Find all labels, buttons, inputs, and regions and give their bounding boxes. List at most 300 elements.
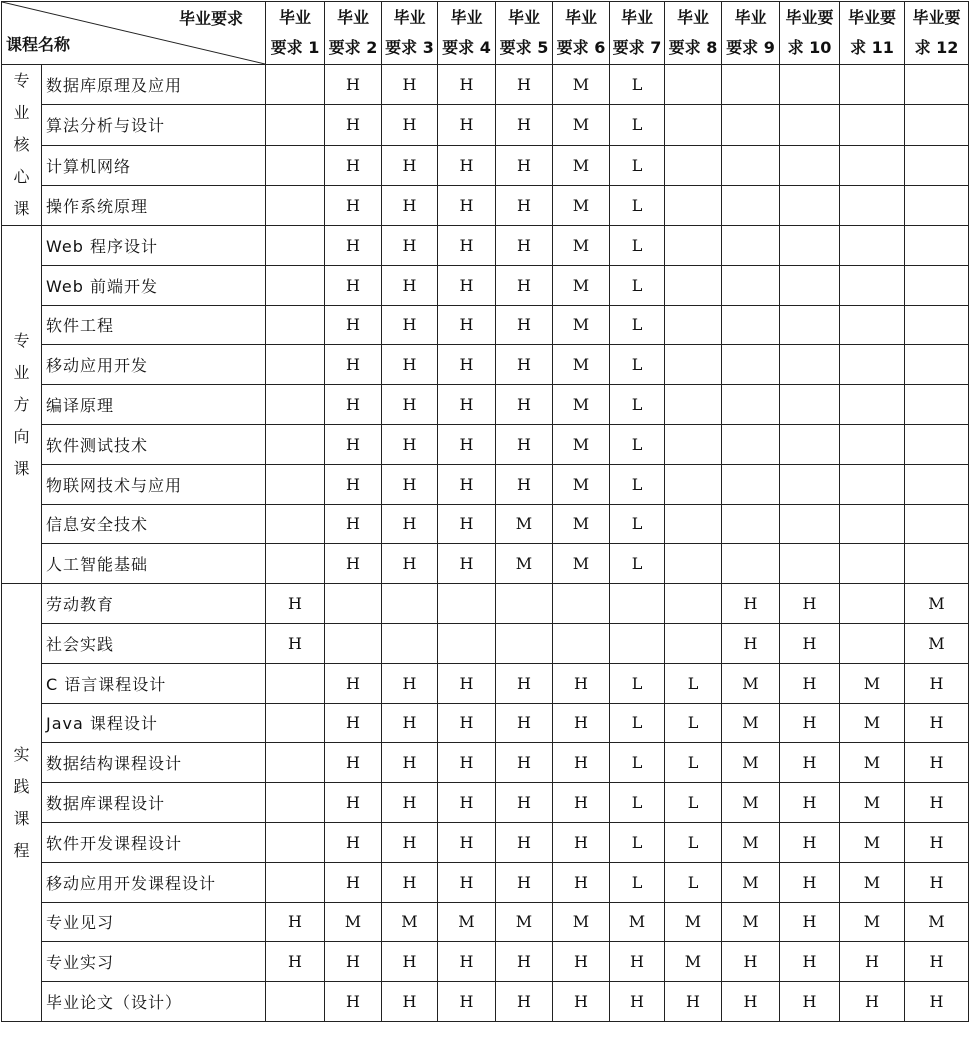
category-char: 专 [13,71,30,90]
requirement-header-line1: 毕业要 [847,8,896,27]
mark-cell: L [665,822,722,862]
table-row [2,982,969,1022]
requirement-header-line1: 毕业 [564,8,597,27]
course-name-cell: 编译原理 [42,385,266,425]
mark-cell: L [610,145,665,185]
mark-cell [266,504,325,544]
requirement-header-line1: 毕业要 [785,8,834,27]
course-name-cell: 数据库原理及应用 [42,65,266,105]
mark-cell [266,265,325,305]
table-row [2,623,969,663]
table-row [2,902,969,942]
table-row [2,504,969,544]
mark-cell: M [382,902,438,942]
mark-cell: H [905,743,969,783]
mark-cell: L [610,385,665,425]
mark-cell: M [325,902,382,942]
course-name-cell: 数据结构课程设计 [42,743,266,783]
table-body [2,65,969,1022]
course-name-cell: 计算机网络 [42,145,266,185]
mark-cell: H [438,305,496,345]
table-row [2,822,969,862]
mark-cell [610,623,665,663]
mark-cell [905,145,969,185]
mark-cell: L [610,345,665,385]
category-char: 核 [13,135,30,154]
mark-cell: H [905,822,969,862]
requirement-header-line1: 毕业 [676,8,709,27]
table-row [2,226,969,266]
mark-cell: H [382,982,438,1022]
mark-cell: H [438,862,496,902]
mark-cell [840,145,905,185]
table-row [2,65,969,105]
mark-cell [780,544,840,584]
mark-cell: M [553,504,610,544]
mark-cell: H [780,663,840,703]
mark-cell: M [553,464,610,504]
mark-cell: H [496,663,553,703]
mark-cell: M [553,544,610,584]
mark-cell: H [325,743,382,783]
mark-cell: H [840,942,905,982]
mark-cell: H [553,982,610,1022]
mark-cell [780,65,840,105]
mark-cell: H [382,703,438,743]
mark-cell: H [496,703,553,743]
mark-cell: M [665,902,722,942]
mark-cell [665,584,722,624]
mark-cell: L [665,743,722,783]
mark-cell: M [840,822,905,862]
mark-cell: M [722,703,780,743]
course-requirement-matrix [1,1,969,1022]
category-char: 心 [13,167,30,186]
mark-cell: H [438,942,496,982]
course-name-cell: 操作系统原理 [42,185,266,225]
mark-cell: H [382,345,438,385]
mark-cell: M [496,544,553,584]
mark-cell: H [382,942,438,982]
corner-bottom-label: 课程名称 [6,35,71,54]
mark-cell [665,345,722,385]
mark-cell: M [722,822,780,862]
table-row [2,703,969,743]
mark-cell: L [610,105,665,145]
mark-cell [266,663,325,703]
category-char: 业 [13,362,30,382]
mark-cell: H [496,345,553,385]
header-corner-cell [2,2,266,65]
mark-cell: H [665,982,722,1022]
mark-cell: H [325,385,382,425]
requirement-header-8 [665,2,722,65]
mark-cell [722,464,780,504]
mark-cell: H [438,544,496,584]
mark-cell [266,145,325,185]
course-name-cell: 软件工程 [42,305,266,345]
mark-cell: H [553,663,610,703]
mark-cell: H [382,862,438,902]
mark-cell: H [382,145,438,185]
mark-cell [840,544,905,584]
mark-cell [722,226,780,266]
course-name-cell: Web 程序设计 [42,226,266,266]
mark-cell: H [438,145,496,185]
mark-cell: H [325,504,382,544]
mark-cell [905,65,969,105]
mark-cell [266,743,325,783]
mark-cell: H [780,942,840,982]
mark-cell [665,385,722,425]
mark-cell: H [610,942,665,982]
mark-cell [665,424,722,464]
mark-cell [665,226,722,266]
category-char: 践 [13,776,30,796]
course-name-cell: 软件开发课程设计 [42,822,266,862]
table-row [2,185,969,225]
mark-cell [780,345,840,385]
mark-cell: L [610,185,665,225]
mark-cell [496,623,553,663]
mark-cell [905,265,969,305]
mark-cell [722,145,780,185]
mark-cell [266,226,325,266]
requirement-header-line1: 毕业 [278,8,311,27]
mark-cell: L [665,663,722,703]
category-char: 程 [13,840,30,860]
mark-cell: M [905,623,969,663]
mark-cell: H [722,623,780,663]
mark-cell: L [610,464,665,504]
mark-cell: H [325,345,382,385]
mark-cell: H [553,783,610,823]
mark-cell: M [553,385,610,425]
course-name-cell: 算法分析与设计 [42,105,266,145]
category-char: 课 [13,199,30,218]
mark-cell [266,105,325,145]
category-char: 课 [13,458,30,478]
requirement-header-line1: 毕业 [393,8,426,27]
course-name-cell: 数据库课程设计 [42,783,266,823]
mark-cell: H [780,822,840,862]
mark-cell [382,623,438,663]
mark-cell: H [325,185,382,225]
mark-cell: M [722,862,780,902]
table-row [2,743,969,783]
mark-cell: H [496,226,553,266]
mark-cell [665,105,722,145]
course-name-cell: 专业实习 [42,942,266,982]
mark-cell [438,623,496,663]
requirement-header-line2: 要求 1 [270,38,320,57]
course-name-cell: 信息安全技术 [42,504,266,544]
mark-cell [266,862,325,902]
requirement-header-line2: 要求 5 [499,38,549,57]
mark-cell [905,544,969,584]
mark-cell [840,305,905,345]
requirement-header-line1: 毕业要 [912,8,961,27]
mark-cell: H [325,226,382,266]
mark-cell [840,345,905,385]
category-char: 实 [13,744,30,764]
mark-cell [665,145,722,185]
mark-cell: H [905,783,969,823]
mark-cell: H [325,862,382,902]
mark-cell [840,105,905,145]
mark-cell: H [905,982,969,1022]
mark-cell: H [382,65,438,105]
course-name-cell: Java 课程设计 [42,703,266,743]
mark-cell: H [438,982,496,1022]
mark-cell [840,65,905,105]
mark-cell: H [325,305,382,345]
mark-cell [780,226,840,266]
requirement-header-line2: 要求 8 [668,38,718,57]
mark-cell: L [610,226,665,266]
mark-cell: H [382,504,438,544]
mark-cell: H [382,226,438,266]
category-cell [2,226,42,584]
mark-cell [266,424,325,464]
mark-cell [266,385,325,425]
table-row [2,584,969,624]
requirement-header-line2: 要求 9 [726,38,775,57]
mark-cell: H [266,623,325,663]
mark-cell: H [325,703,382,743]
mark-cell: M [553,65,610,105]
mark-cell: H [438,822,496,862]
mark-cell: M [553,105,610,145]
mark-cell [722,265,780,305]
mark-cell: H [438,743,496,783]
requirement-header-line2: 要求 3 [385,38,434,57]
mark-cell [840,226,905,266]
mark-cell: M [722,743,780,783]
mark-cell [780,305,840,345]
mark-cell: H [780,703,840,743]
requirement-header-line2: 求 11 [850,38,894,57]
table-row [2,663,969,703]
mark-cell [266,345,325,385]
mark-cell: H [382,783,438,823]
mark-cell: H [266,902,325,942]
requirement-header-12 [905,2,969,65]
mark-cell [722,305,780,345]
mark-cell [840,185,905,225]
course-name-cell: 移动应用开发 [42,345,266,385]
mark-cell: H [438,464,496,504]
mark-cell: M [840,783,905,823]
mark-cell: H [438,385,496,425]
mark-cell [610,584,665,624]
mark-cell [325,623,382,663]
mark-cell: L [610,783,665,823]
table-row [2,464,969,504]
mark-cell: H [610,982,665,1022]
mark-cell [780,464,840,504]
mark-cell: H [496,105,553,145]
mark-cell: M [840,862,905,902]
mark-cell: H [438,65,496,105]
mark-cell: L [610,862,665,902]
mark-cell [905,305,969,345]
mark-cell: H [905,703,969,743]
mark-cell [665,504,722,544]
mark-cell [840,424,905,464]
mark-cell [722,65,780,105]
mark-cell: L [665,783,722,823]
mark-cell [722,424,780,464]
mark-cell: H [325,663,382,703]
mark-cell [905,345,969,385]
mark-cell: H [438,424,496,464]
mark-cell: H [438,226,496,266]
mark-cell: H [722,584,780,624]
mark-cell [905,464,969,504]
mark-cell [266,822,325,862]
mark-cell: M [722,663,780,703]
mark-cell: H [553,942,610,982]
course-name-cell: 软件测试技术 [42,424,266,464]
mark-cell [840,464,905,504]
mark-cell: M [840,703,905,743]
mark-cell: L [610,822,665,862]
mark-cell [266,783,325,823]
mark-cell: H [438,703,496,743]
mark-cell: M [840,902,905,942]
course-name-cell: 劳动教育 [42,584,266,624]
mark-cell [780,385,840,425]
table-row [2,862,969,902]
mark-cell: L [665,703,722,743]
mark-cell: H [325,942,382,982]
mark-cell [722,504,780,544]
mark-cell: H [722,982,780,1022]
table-row [2,544,969,584]
mark-cell [840,584,905,624]
course-name-cell: Web 前端开发 [42,265,266,305]
requirement-header-10 [780,2,840,65]
mark-cell [665,185,722,225]
course-name-cell: 专业见习 [42,902,266,942]
mark-cell: M [840,743,905,783]
mark-cell: H [496,305,553,345]
mark-cell: H [553,862,610,902]
mark-cell [722,544,780,584]
mark-cell: H [382,265,438,305]
mark-cell [665,464,722,504]
mark-cell: L [610,743,665,783]
requirement-header-4 [438,2,496,65]
mark-cell: L [610,305,665,345]
requirement-header-line2: 求 12 [914,38,959,57]
category-char: 业 [13,103,30,122]
requirement-header-5 [496,2,553,65]
requirement-header-line1: 毕业 [734,8,767,27]
mark-cell [780,185,840,225]
mark-cell: H [438,185,496,225]
course-name-cell: 物联网技术与应用 [42,464,266,504]
mark-cell: H [905,862,969,902]
requirement-header-11 [840,2,905,65]
mark-cell [266,65,325,105]
course-name-cell: C 语言课程设计 [42,663,266,703]
mark-cell: H [496,942,553,982]
mark-cell: H [496,185,553,225]
mark-cell [905,424,969,464]
table-row [2,305,969,345]
mark-cell: L [610,703,665,743]
mark-cell: L [610,424,665,464]
mark-cell [905,504,969,544]
mark-cell [840,265,905,305]
table-row [2,345,969,385]
mark-cell: H [438,105,496,145]
requirement-header-line2: 要求 6 [556,38,606,57]
mark-cell [325,584,382,624]
mark-cell: H [780,982,840,1022]
mark-cell: M [840,663,905,703]
mark-cell: M [722,783,780,823]
table-row [2,105,969,145]
corner-top-label: 毕业要求 [178,9,243,28]
mark-cell: H [905,942,969,982]
mark-cell: M [496,902,553,942]
mark-cell [722,345,780,385]
requirement-header-3 [382,2,438,65]
mark-cell: H [780,584,840,624]
mark-cell: L [610,663,665,703]
mark-cell [553,584,610,624]
mark-cell [665,65,722,105]
mark-cell [840,623,905,663]
mark-cell: H [382,822,438,862]
mark-cell: H [722,942,780,982]
category-cell [2,584,42,1022]
requirement-header-1 [266,2,325,65]
mark-cell [780,105,840,145]
course-name-cell: 移动应用开发课程设计 [42,862,266,902]
mark-cell: M [905,584,969,624]
mark-cell: H [325,145,382,185]
mark-cell: H [325,822,382,862]
mark-cell: H [496,743,553,783]
mark-cell: H [496,65,553,105]
mark-cell [382,584,438,624]
requirement-header-line1: 毕业 [450,8,483,27]
mark-cell: H [266,584,325,624]
mark-cell: H [496,822,553,862]
mark-cell: H [382,105,438,145]
mark-cell [840,504,905,544]
mark-cell: H [325,424,382,464]
mark-cell [840,385,905,425]
mark-cell [665,544,722,584]
mark-cell: H [496,982,553,1022]
category-cell [2,65,42,226]
table-row [2,942,969,982]
mark-cell: H [438,783,496,823]
mark-cell: H [438,504,496,544]
requirement-header-6 [553,2,610,65]
mark-cell: H [325,544,382,584]
mark-cell: H [496,385,553,425]
mark-cell [553,623,610,663]
mark-cell: L [610,504,665,544]
mark-cell: H [780,902,840,942]
mark-cell [665,623,722,663]
